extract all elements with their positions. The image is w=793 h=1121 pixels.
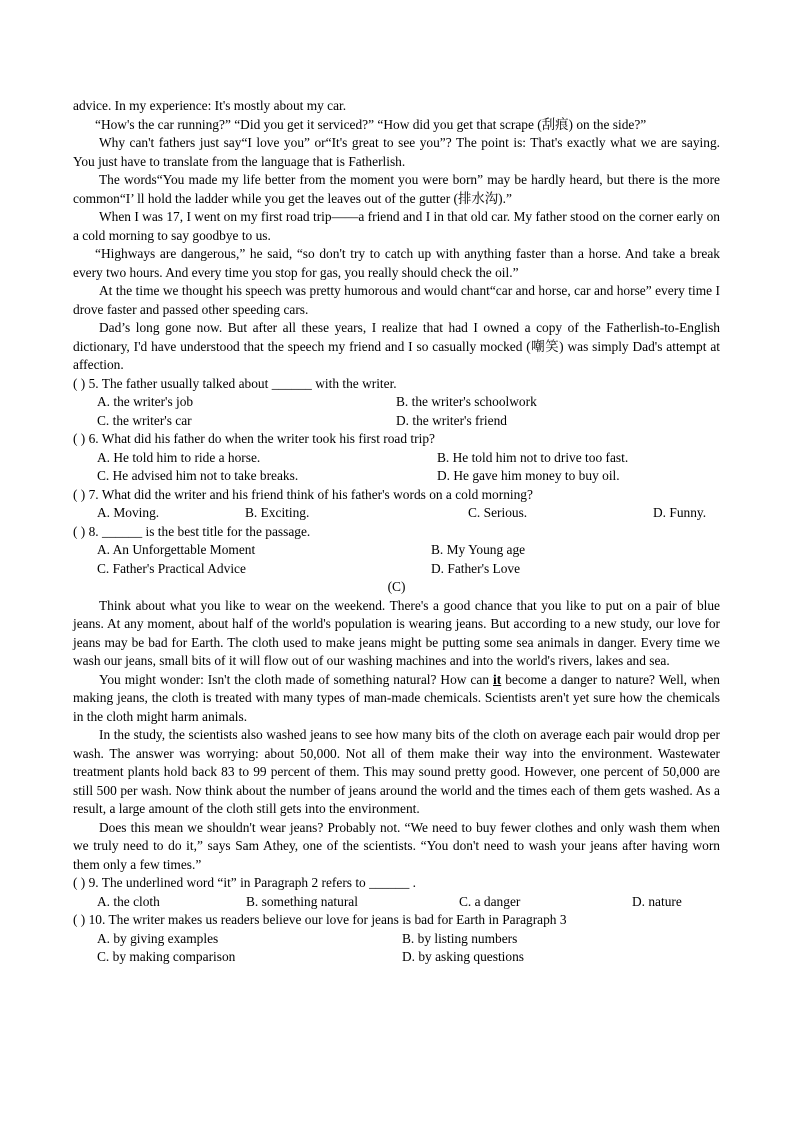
option-d: D. Father's Love bbox=[431, 560, 521, 576]
question-9 bbox=[73, 874, 720, 911]
question-stem: ( ) 5. The father usually talked about ______ with the writer. bbox=[73, 375, 397, 391]
options bbox=[73, 504, 720, 523]
question-7 bbox=[73, 486, 720, 523]
options bbox=[73, 393, 720, 430]
underlined-word: it bbox=[493, 671, 502, 687]
option-a: A. Moving. bbox=[97, 505, 160, 520]
question-stem: ( ) 7. What did the writer and his friend think of his father's words on a cold morning? bbox=[73, 486, 533, 502]
paragraph: At the time we thought his speech was pretty humorous and would chant“car and horse, car and horse” every time I drove faster and passed other speeding cars. bbox=[73, 283, 720, 317]
question-stem: ( ) 10. The writer makes us readers believe our love for jeans is bad for Earth in Paragraph 3 bbox=[73, 912, 567, 927]
option-c: C. Serious. bbox=[468, 505, 528, 520]
option-d: D. nature bbox=[632, 893, 682, 909]
option-c: C. the writer's car bbox=[97, 412, 192, 428]
option-d: D. the writer's friend bbox=[396, 412, 507, 428]
option-b: B. by listing numbers bbox=[402, 930, 518, 946]
paragraph: When I was 17, I went on my first road trip——a friend and I in that old car. My father stood on the corner early on a cold morning to say goodbye to us. bbox=[73, 209, 720, 243]
paragraph: Dad’s long gone now. But after all these years, I realize that had I owned a copy of the Fatherlish-to-English dictionary, I'd have understood that the speech my friend and I so casually mocked (嘲笑) was simply Dad's attempt at affection. bbox=[73, 320, 720, 372]
paragraph-text: become a danger to nature? Well, when making jeans, the cloth is treated with many types of man-made chemicals. Scientists aren't yet sure how the chemicals in the cloth might harm animals. bbox=[73, 671, 720, 724]
option-d: D. by asking questions bbox=[402, 949, 524, 964]
option-b: B. He told him not to drive too fast. bbox=[437, 449, 629, 465]
option-d: D. Funny. bbox=[653, 505, 707, 520]
question-stem: ( ) 9. The underlined word “it” in Paragraph 2 refers to ______ . bbox=[73, 875, 416, 890]
paragraph: In the study, the scientists also washed jeans to see how many bits of the cloth on average each pair would drop per wash. The answer was worrying: about 50,000. Not all of them make their way into the environment. Wastewater treatment plants hold back 83 to 99 percent of them. This may sound pretty good. However, one percent of 50,000 are still 500 per wash. Now think about the number of jeans around the world and the times each of them gets washed. As a result, a large amount of the cloth still gets into the environment. bbox=[73, 727, 720, 816]
document-page bbox=[73, 97, 720, 967]
option-a: A. An Unforgettable Moment bbox=[97, 542, 256, 557]
option-b: B. My Young age bbox=[431, 542, 526, 557]
paragraph: Think about what you like to wear on the weekend. There's a good chance that you like to put on a pair of blue jeans. At any moment, about half of the world's population is wearing jeans. But according to a new study, our love for jeans may be bad for Earth. The cloth used to make jeans might be putting some sea animals in danger. Every time we wash our jeans, small bits of it will flow out of our washing machines and into the world's rivers, lakes and sea. bbox=[73, 597, 720, 668]
paragraph: Does this mean we shouldn't wear jeans? Probably not. “We need to buy fewer clothes and only wash them when we truly need to do it,” says Sam Athey, one of the scientists. “You don't need to wash your jeans after having worn them only a few times.” bbox=[73, 819, 720, 872]
options bbox=[73, 930, 720, 967]
option-c: C. Father's Practical Advice bbox=[97, 560, 246, 576]
option-c: C. He advised him not to take breaks. bbox=[97, 468, 299, 483]
paragraph: “Highways are dangerous,” he said, “so don't try to catch up with anything faster than a horse. And take a break every two hours. And every time you stop for gas, you really should check the oil.” bbox=[73, 246, 720, 280]
question-10 bbox=[73, 911, 720, 967]
option-a: A. by giving examples bbox=[97, 930, 219, 946]
option-a: A. the writer's job bbox=[97, 394, 194, 409]
section-heading: (C) bbox=[387, 579, 406, 594]
question-6 bbox=[73, 430, 720, 486]
paragraph: advice. In my experience: It's mostly about my car. bbox=[73, 98, 347, 113]
options bbox=[73, 449, 720, 486]
paragraph: The words“You made my life better from the moment you were born” may be hardly heard, but there is the more common“I’ ll hold the ladder while you get the leaves out of the gutter (排水沟).” bbox=[73, 172, 720, 206]
option-b: B. something natural bbox=[246, 893, 358, 909]
paragraph: “How's the car running?” “Did you get it serviced?” “How did you get that scrape (刮痕) on the side?” bbox=[95, 116, 647, 132]
option-c: C. by making comparison bbox=[97, 949, 236, 964]
option-b: B. Exciting. bbox=[245, 505, 310, 520]
option-d: D. He gave him money to buy oil. bbox=[437, 468, 620, 483]
option-c: C. a danger bbox=[459, 893, 521, 909]
options bbox=[73, 541, 720, 578]
options bbox=[73, 893, 720, 912]
question-stem: ( ) 6. What did his father do when the writer took his first road trip? bbox=[73, 431, 435, 446]
option-a: A. He told him to ride a horse. bbox=[97, 449, 261, 465]
option-a: A. the cloth bbox=[97, 893, 160, 909]
option-b: B. the writer's schoolwork bbox=[396, 394, 537, 409]
question-5 bbox=[73, 375, 720, 431]
paragraph bbox=[73, 671, 720, 727]
question-8 bbox=[73, 523, 720, 579]
paragraph-text: You might wonder: Isn't the cloth made of something natural? How can bbox=[99, 671, 494, 687]
question-stem: ( ) 8. ______ is the best title for the passage. bbox=[73, 523, 311, 539]
paragraph: Why can't fathers just say“I love you” or“It's great to see you”? The point is: That's exactly what we are saying. You just have to translate from the language that is Fatherlish. bbox=[73, 135, 720, 169]
